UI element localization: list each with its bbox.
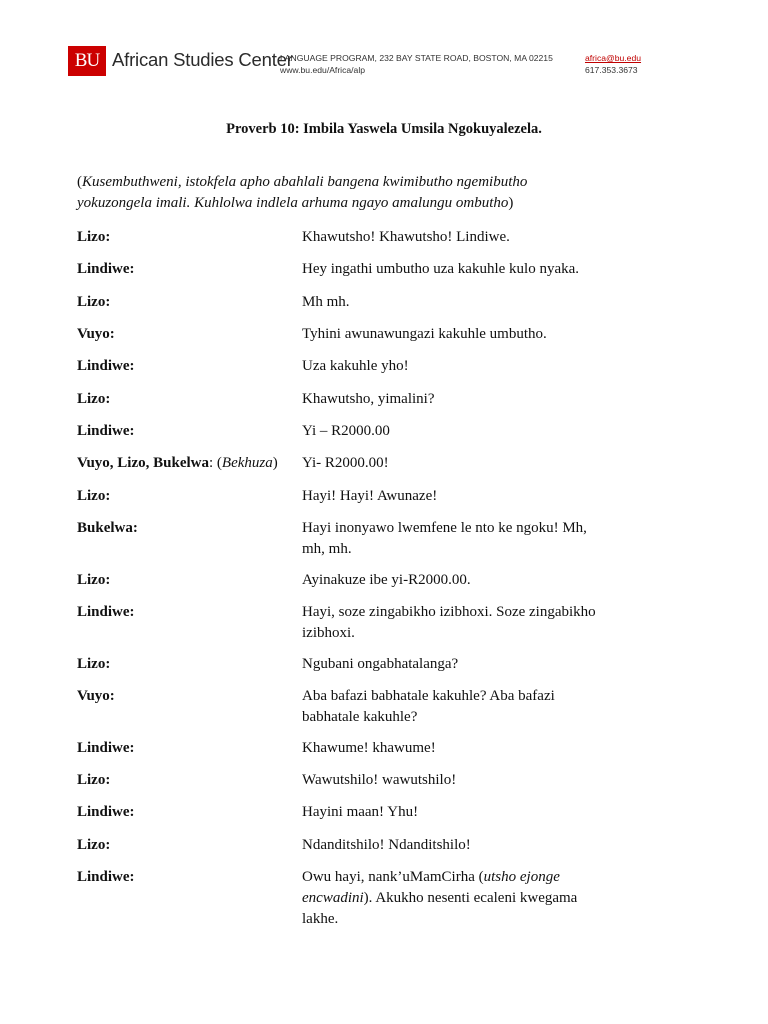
- dialogue-line: Khawutsho! Khawutsho! Lindiwe.: [302, 229, 510, 245]
- speaker-names: Vuyo, Lizo, Bukelwa: [77, 455, 209, 471]
- speaker: Lizo:: [77, 656, 111, 672]
- dialogue-line: Tyhini awunawungazi kakuhle umbutho.: [302, 326, 547, 342]
- intro-stage-direction: [77, 172, 597, 214]
- dialogue-line: Yi – R2000.00: [302, 423, 390, 439]
- email-link[interactable]: africa@bu.edu: [585, 53, 642, 63]
- dialogue-line: Uza kakuhle yho!: [302, 358, 409, 374]
- speaker: Lizo:: [77, 488, 111, 504]
- speaker: Lindiwe:: [77, 358, 135, 374]
- dialogue-line: Yi- R2000.00!: [302, 455, 389, 471]
- stage-close: ): [272, 455, 278, 471]
- dialogue-line: Ayinakuze ibe yi-R2000.00.: [302, 572, 471, 588]
- line-text: ). Akukho nesenti ecaleni kwegama lakhe.: [302, 890, 578, 927]
- page-title: Proverb 10: Imbila Yaswela Umsila Ngokuyalezela.: [226, 121, 542, 137]
- speaker: Lindiwe:: [77, 423, 135, 439]
- stage-direction: Bekhuza: [221, 455, 273, 471]
- speaker: Bukelwa:: [77, 520, 138, 536]
- address-block: [280, 52, 553, 76]
- speaker: Lizo:: [77, 294, 111, 310]
- intro-text: Kusembuthweni, istokfela apho abahlali bangena kwimibutho ngemibutho yokuzongela imali. Kuhlolwa indlela arhuma ngayo amalungu ombutho: [77, 174, 528, 211]
- letterhead: [68, 46, 708, 80]
- speaker: Vuyo:: [77, 688, 115, 704]
- contact-block: [585, 52, 641, 76]
- dialogue-line: Hayini maan! Yhu!: [302, 804, 419, 820]
- speaker: Lizo:: [77, 572, 111, 588]
- speaker: Lizo:: [77, 229, 111, 245]
- dialogue-line: Mh mh.: [302, 294, 350, 310]
- dialogue-line: Hayi, soze zingabikho izibhoxi. Soze zingabikho izibhoxi.: [302, 604, 596, 641]
- speaker: Lindiwe:: [77, 804, 135, 820]
- dialogue-line: Wawutshilo! wawutshilo!: [302, 772, 457, 788]
- dialogue-line: Khawutsho, yimalini?: [302, 391, 435, 407]
- dialogue-line: Hey ingathi umbutho uza kakuhle kulo nyaka.: [302, 261, 580, 277]
- speaker: Lindiwe:: [77, 740, 135, 756]
- speaker: Lizo:: [77, 837, 111, 853]
- intro-open-paren: (: [77, 174, 82, 190]
- stage-open: : (: [208, 455, 222, 471]
- speaker: Lindiwe:: [77, 261, 135, 277]
- speaker: Lindiwe:: [77, 869, 135, 885]
- dialogue-line: Ngubani ongabhatalanga?: [302, 656, 459, 672]
- speaker: Vuyo:: [77, 326, 115, 342]
- speaker: [77, 453, 278, 474]
- address-line: LANGUAGE PROGRAM, 232 BAY STATE ROAD, BOSTON, MA 02215: [280, 53, 553, 63]
- bu-logo: BU: [68, 46, 106, 76]
- dialogue-line: Hayi! Hayi! Awunaze!: [302, 488, 438, 504]
- phone-number: 617.353.3673: [585, 65, 638, 75]
- intro-close-paren: ): [508, 195, 514, 211]
- dialogue-line: Khawume! khawume!: [302, 740, 436, 756]
- dialogue-line: Ndanditshilo! Ndanditshilo!: [302, 837, 471, 853]
- dialogue-line: Aba bafazi babhatale kakuhle? Aba bafazi babhatale kakuhle?: [302, 688, 555, 725]
- center-name: African Studies Center: [112, 49, 293, 70]
- speaker: Lizo:: [77, 391, 111, 407]
- line-text: Owu hayi, nank’uMamCirha (: [302, 869, 484, 885]
- dialogue-line: Hayi inonyawo lwemfene le nto ke ngoku! Mh, mh, mh.: [302, 520, 587, 557]
- speaker: Lizo:: [77, 772, 111, 788]
- speaker: Lindiwe:: [77, 604, 135, 620]
- line-stage-direction: utsho ejonge encwadini: [302, 869, 560, 906]
- dialogue-line: [302, 867, 607, 930]
- website-line: www.bu.edu/Africa/alp: [280, 65, 366, 75]
